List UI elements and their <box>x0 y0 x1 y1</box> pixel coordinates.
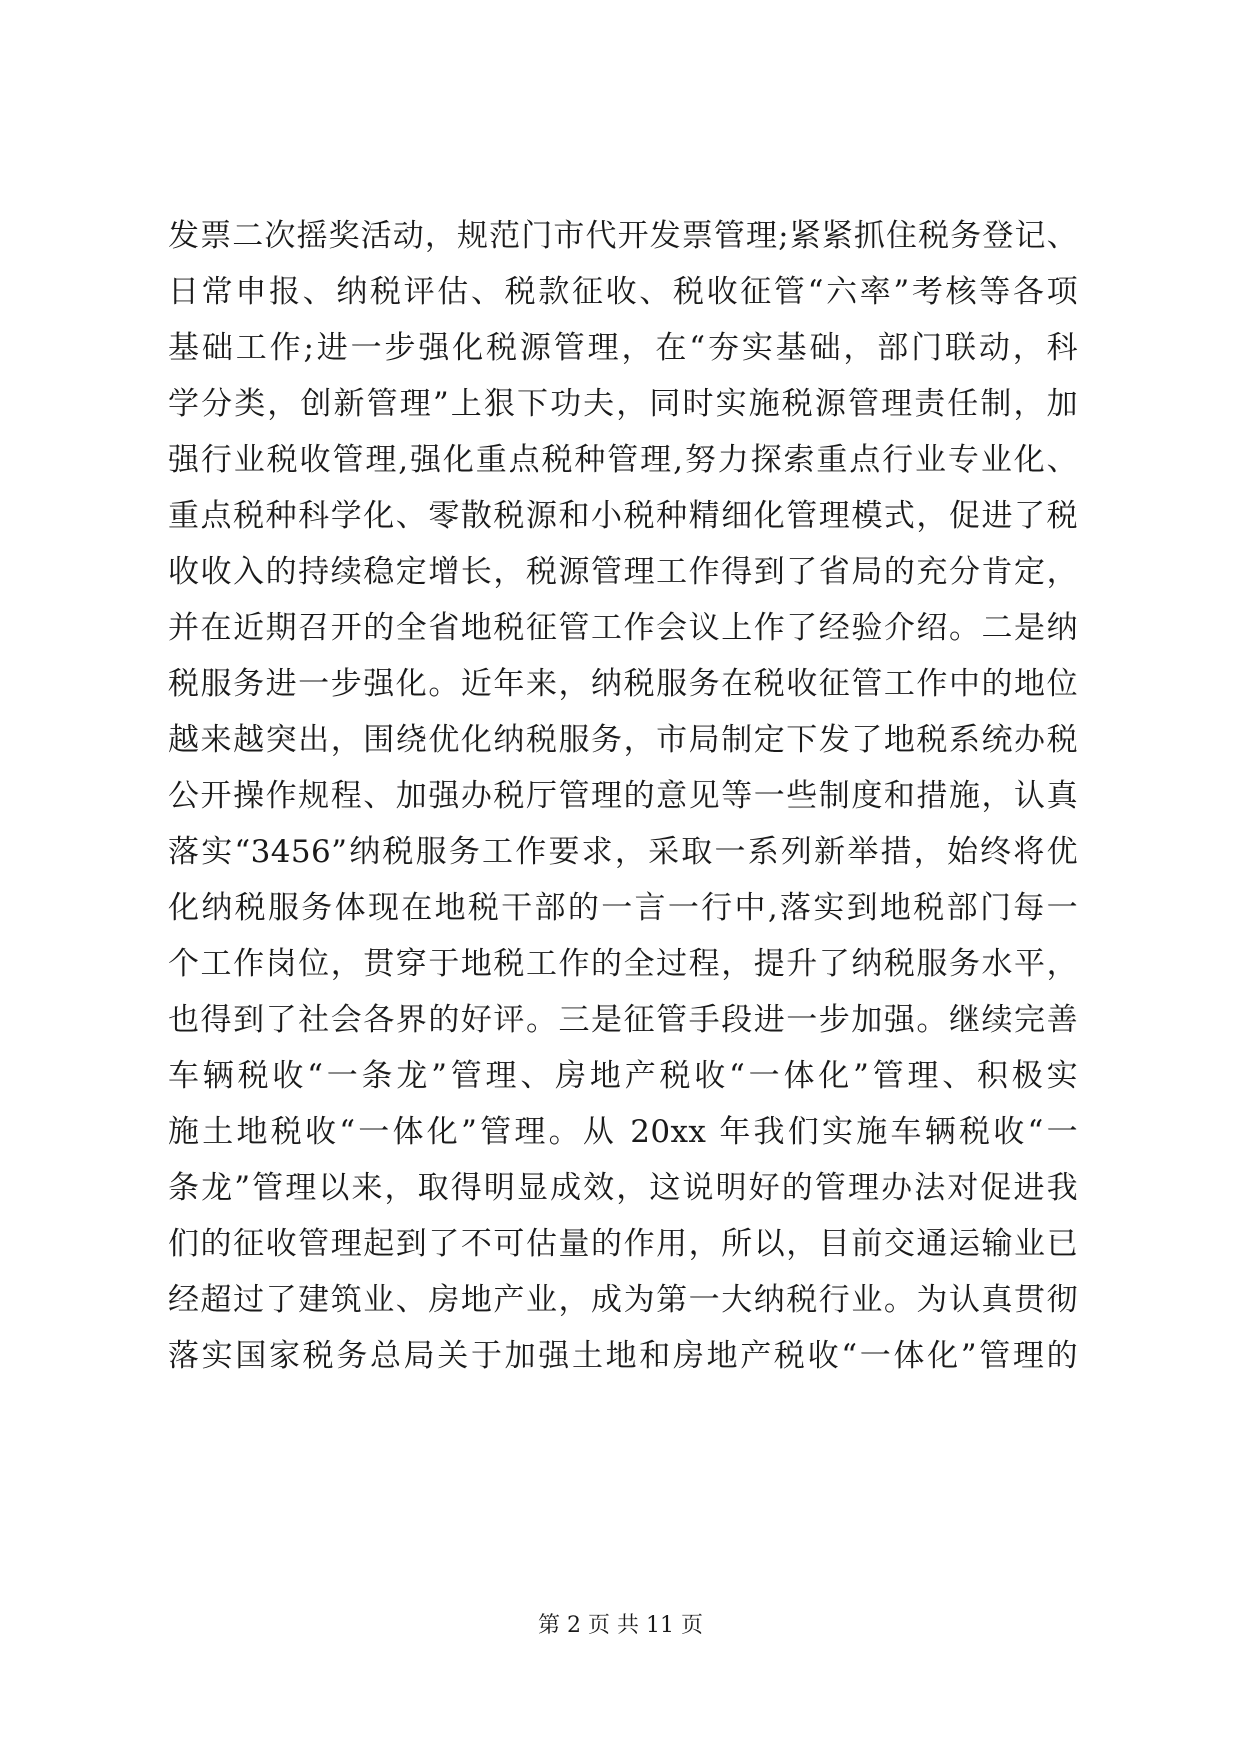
text-line: 们的征收管理起到了不可估量的作用，所以，目前交通运输业已 <box>168 1226 1078 1262</box>
text-line: 日常申报、纳税评估、税款征收、税收征管“六率”考核等各项 <box>168 274 1078 310</box>
text-line: 学分类，创新管理”上狠下功夫，同时实施税源管理责任制，加 <box>168 386 1078 422</box>
text-line: 重点税种科学化、零散税源和小税种精细化管理模式，促进了税 <box>168 498 1078 534</box>
text-line: 收收入的持续稳定增长，税源管理工作得到了省局的充分肯定， <box>168 554 1078 590</box>
text-line: 落实“3456”纳税服务工作要求，采取一系列新举措，始终将优 <box>168 834 1078 870</box>
text-line: 公开操作规程、加强办税厅管理的意见等一些制度和措施，认真 <box>168 778 1078 814</box>
text-line: 个工作岗位，贯穿于地税工作的全过程，提升了纳税服务水平， <box>168 946 1078 982</box>
text-line: 税服务进一步强化。近年来，纳税服务在税收征管工作中的地位 <box>168 666 1078 702</box>
text-line: 发票二次摇奖活动，规范门市代开发票管理;紧紧抓住税务登记、 <box>168 218 1078 254</box>
text-line: 也得到了社会各界的好评。三是征管手段进一步加强。继续完善 <box>168 1002 1078 1038</box>
text-line: 经超过了建筑业、房地产业，成为第一大纳税行业。为认真贯彻 <box>168 1282 1078 1318</box>
body-text <box>168 208 1078 1384</box>
text-line: 落实国家税务总局关于加强土地和房地产税收“一体化”管理的 <box>168 1338 1078 1374</box>
text-line: 越来越突出，围绕优化纳税服务，市局制定下发了地税系统办税 <box>168 722 1078 758</box>
text-line: 强行业税收管理,强化重点税种管理,努力探索重点行业专业化、 <box>168 442 1078 478</box>
text-line: 车辆税收“一条龙”管理、房地产税收“一体化”管理、积极实 <box>168 1058 1078 1094</box>
text-line: 施土地税收“一体化”管理。从 20xx 年我们实施车辆税收“一 <box>168 1114 1078 1150</box>
text-line: 化纳税服务体现在地税干部的一言一行中,落实到地税部门每一 <box>168 890 1078 926</box>
page-number-label: 第 2 页 共 11 页 <box>538 1613 703 1638</box>
text-line: 条龙”管理以来，取得明显成效，这说明好的管理办法对促进我 <box>168 1170 1078 1206</box>
text-line: 并在近期召开的全省地税征管工作会议上作了经验介绍。二是纳 <box>168 610 1078 646</box>
page-footer <box>0 1611 1241 1641</box>
text-line: 基础工作;进一步强化税源管理，在“夯实基础，部门联动，科 <box>168 330 1078 366</box>
